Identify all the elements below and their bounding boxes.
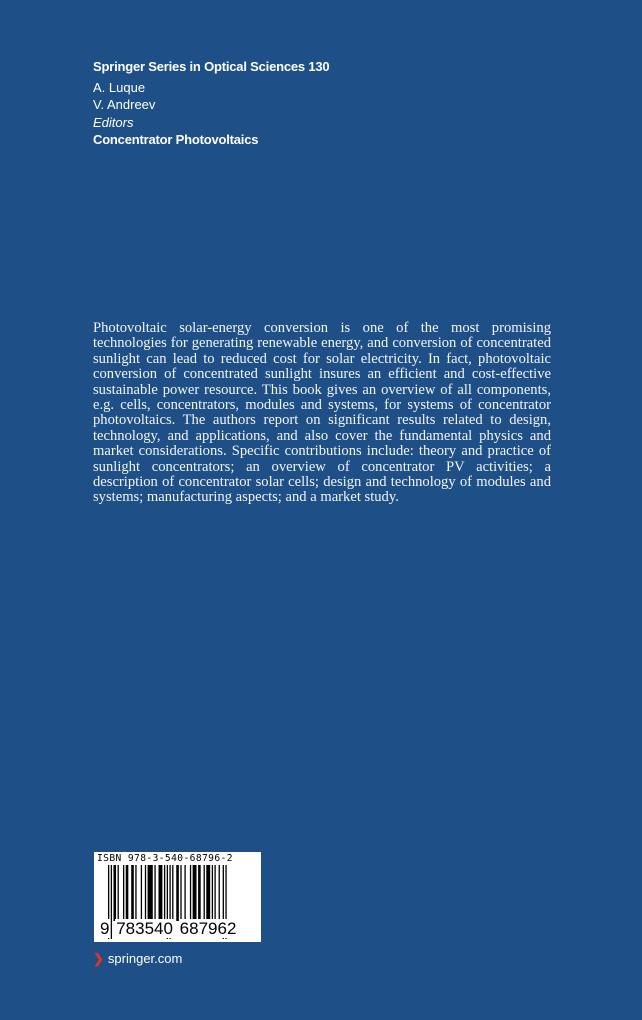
- barcode-bar: [159, 865, 163, 921]
- editor-name: V. Andreev: [93, 97, 156, 112]
- springer-link[interactable]: [93, 951, 182, 967]
- barcode-bar: [212, 865, 213, 921]
- ean-right: 687962: [179, 919, 237, 938]
- barcode-bar: [214, 865, 215, 921]
- barcode-bar: [206, 865, 210, 921]
- isbn-text: ISBN 978-3-540-68796-2: [97, 853, 233, 864]
- series-title: Springer Series in Optical Sciences 130: [93, 59, 330, 74]
- editors-label: Editors: [93, 114, 134, 130]
- barcode-bar: [219, 865, 220, 921]
- barcode-bar: [164, 865, 165, 921]
- barcode-bar: [176, 865, 179, 921]
- barcode-bar: [123, 865, 124, 921]
- barcode-bar: [204, 865, 205, 921]
- barcode-bar: [113, 865, 116, 921]
- barcode-bar: [126, 865, 129, 921]
- ean-first: 9: [100, 919, 110, 938]
- ean-digits: [99, 919, 237, 939]
- barcode-bar: [193, 865, 197, 921]
- barcode-bar: [184, 865, 185, 921]
- chevron-right-icon: ❯: [93, 951, 104, 966]
- barcode-bar: [190, 865, 191, 921]
- editor-name: A. Luque: [93, 79, 146, 95]
- site-url: springer.com: [107, 951, 183, 966]
- barcode-bar: [172, 865, 173, 921]
- barcode-bar: [135, 865, 136, 921]
- barcode-bar: [118, 865, 119, 921]
- ean-left: 783540: [116, 919, 173, 938]
- barcode-bar: [145, 865, 146, 921]
- barcode-bar: [141, 865, 142, 921]
- barcode-bar: [198, 865, 201, 921]
- isbn-barcode: [94, 852, 261, 942]
- book-title: Concentrator Photovoltaics: [93, 132, 259, 147]
- barcode-bar: [131, 865, 134, 921]
- barcode-bar: [154, 865, 155, 921]
- barcode-bar: [148, 865, 153, 921]
- book-description: Photovoltaic solar-energy conversion is one of the most promising technologies for generating renewable energy, and conversion of concentrated sunlight can lead to reduced cost for solar electricity. In fact, photovoltaic conversion of concentrated sunlight insures an efficient and cost-effective sustainable power resource. This book gives an overview of all components, e.g. cells, concentrators, modules and systems, for systems of concentrator photovoltaics. The authors report on significant results related to design, technology, and applications, and also cover the fundamental physics and market considerations. Specific contributions include: theory and practice of sunlight concentrators; an overview of concentrator PV activities; a description of concentrator solar cells; design and technology of modules and systems; manufacturing aspects; and a market study.: [93, 320, 551, 506]
- barcode-bar: [180, 865, 181, 921]
- cover-header: [93, 58, 329, 149]
